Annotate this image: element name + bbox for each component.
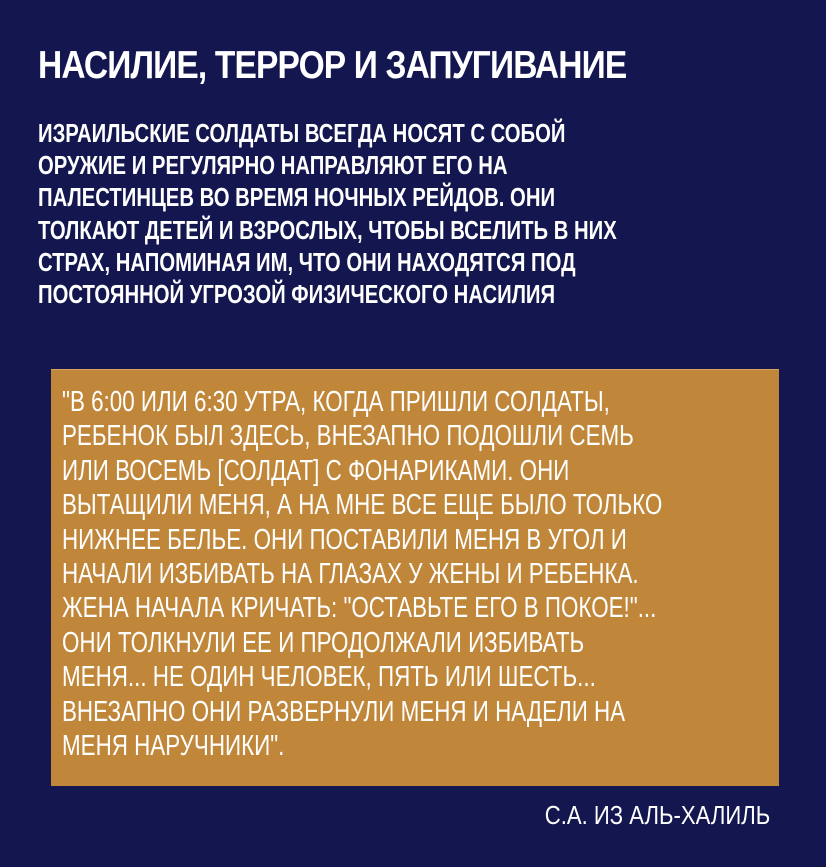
intro-paragraph: ИЗРАИЛЬСКИЕ СОЛДАТЫ ВСЕГДА НОСЯТ С СОБОЙ ОРУЖИЕ И РЕГУЛЯРНО НАПРАВЛЯЮТ ЕГО НА ПАЛЕСТИНЦЕВ ВО ВРЕМЯ НОЧНЫХ РЕЙДОВ. ОНИ ТОЛКАЮТ ДЕТЕЙ И ВЗРОСЛЫХ, ЧТОБЫ ВСЕЛИТЬ В НИХ СТРАХ, НАПОМИНАЯ ИМ, ЧТО ОНИ НАХОДЯТСЯ ПОД ПОСТОЯННОЙ УГРОЗОЙ ФИЗИЧЕСКОГО НАСИЛИЯ xyxy=(38,118,617,310)
quote-box xyxy=(51,369,779,786)
page-title: НАСИЛИЕ, ТЕРРОР И ЗАПУГИВАНИЕ xyxy=(38,44,627,87)
testimony-quote: "В 6:00 ИЛИ 6:30 УТРА, КОГДА ПРИШЛИ СОЛДАТЫ, РЕБЕНОК БЫЛ ЗДЕСЬ, ВНЕЗАПНО ПОДОШЛИ СЕМЬ ИЛИ ВОСЕМЬ [СОЛДАТ] С ФОНАРИКАМИ. ОНИ ВЫТАЩИЛИ МЕНЯ, А НА МНЕ ВСЕ ЕЩЕ БЫЛО ТОЛЬКО НИЖНЕЕ БЕЛЬЕ. ОНИ ПОСТАВИЛИ МЕНЯ В УГОЛ И НАЧАЛИ ИЗБИВАТЬ НА ГЛАЗАХ У ЖЕНЫ И РЕБЕНКА. ЖЕНА НАЧАЛА КРИЧАТЬ: "ОСТАВЬТЕ ЕГО В ПОКОЕ!"... ОНИ ТОЛКНУЛИ ЕЕ И ПРОДОЛЖАЛИ ИЗБИВАТЬ МЕНЯ... НЕ ОДИН ЧЕЛОВЕК, ПЯТЬ ИЛИ ШЕСТЬ... ВНЕЗАПНО ОНИ РАЗВЕРНУЛИ МЕНЯ И НАДЕЛИ НА МЕНЯ НАРУЧНИКИ". xyxy=(62,386,663,763)
quote-attribution: С.А. ИЗ АЛЬ-ХАЛИЛЬ xyxy=(544,800,770,830)
